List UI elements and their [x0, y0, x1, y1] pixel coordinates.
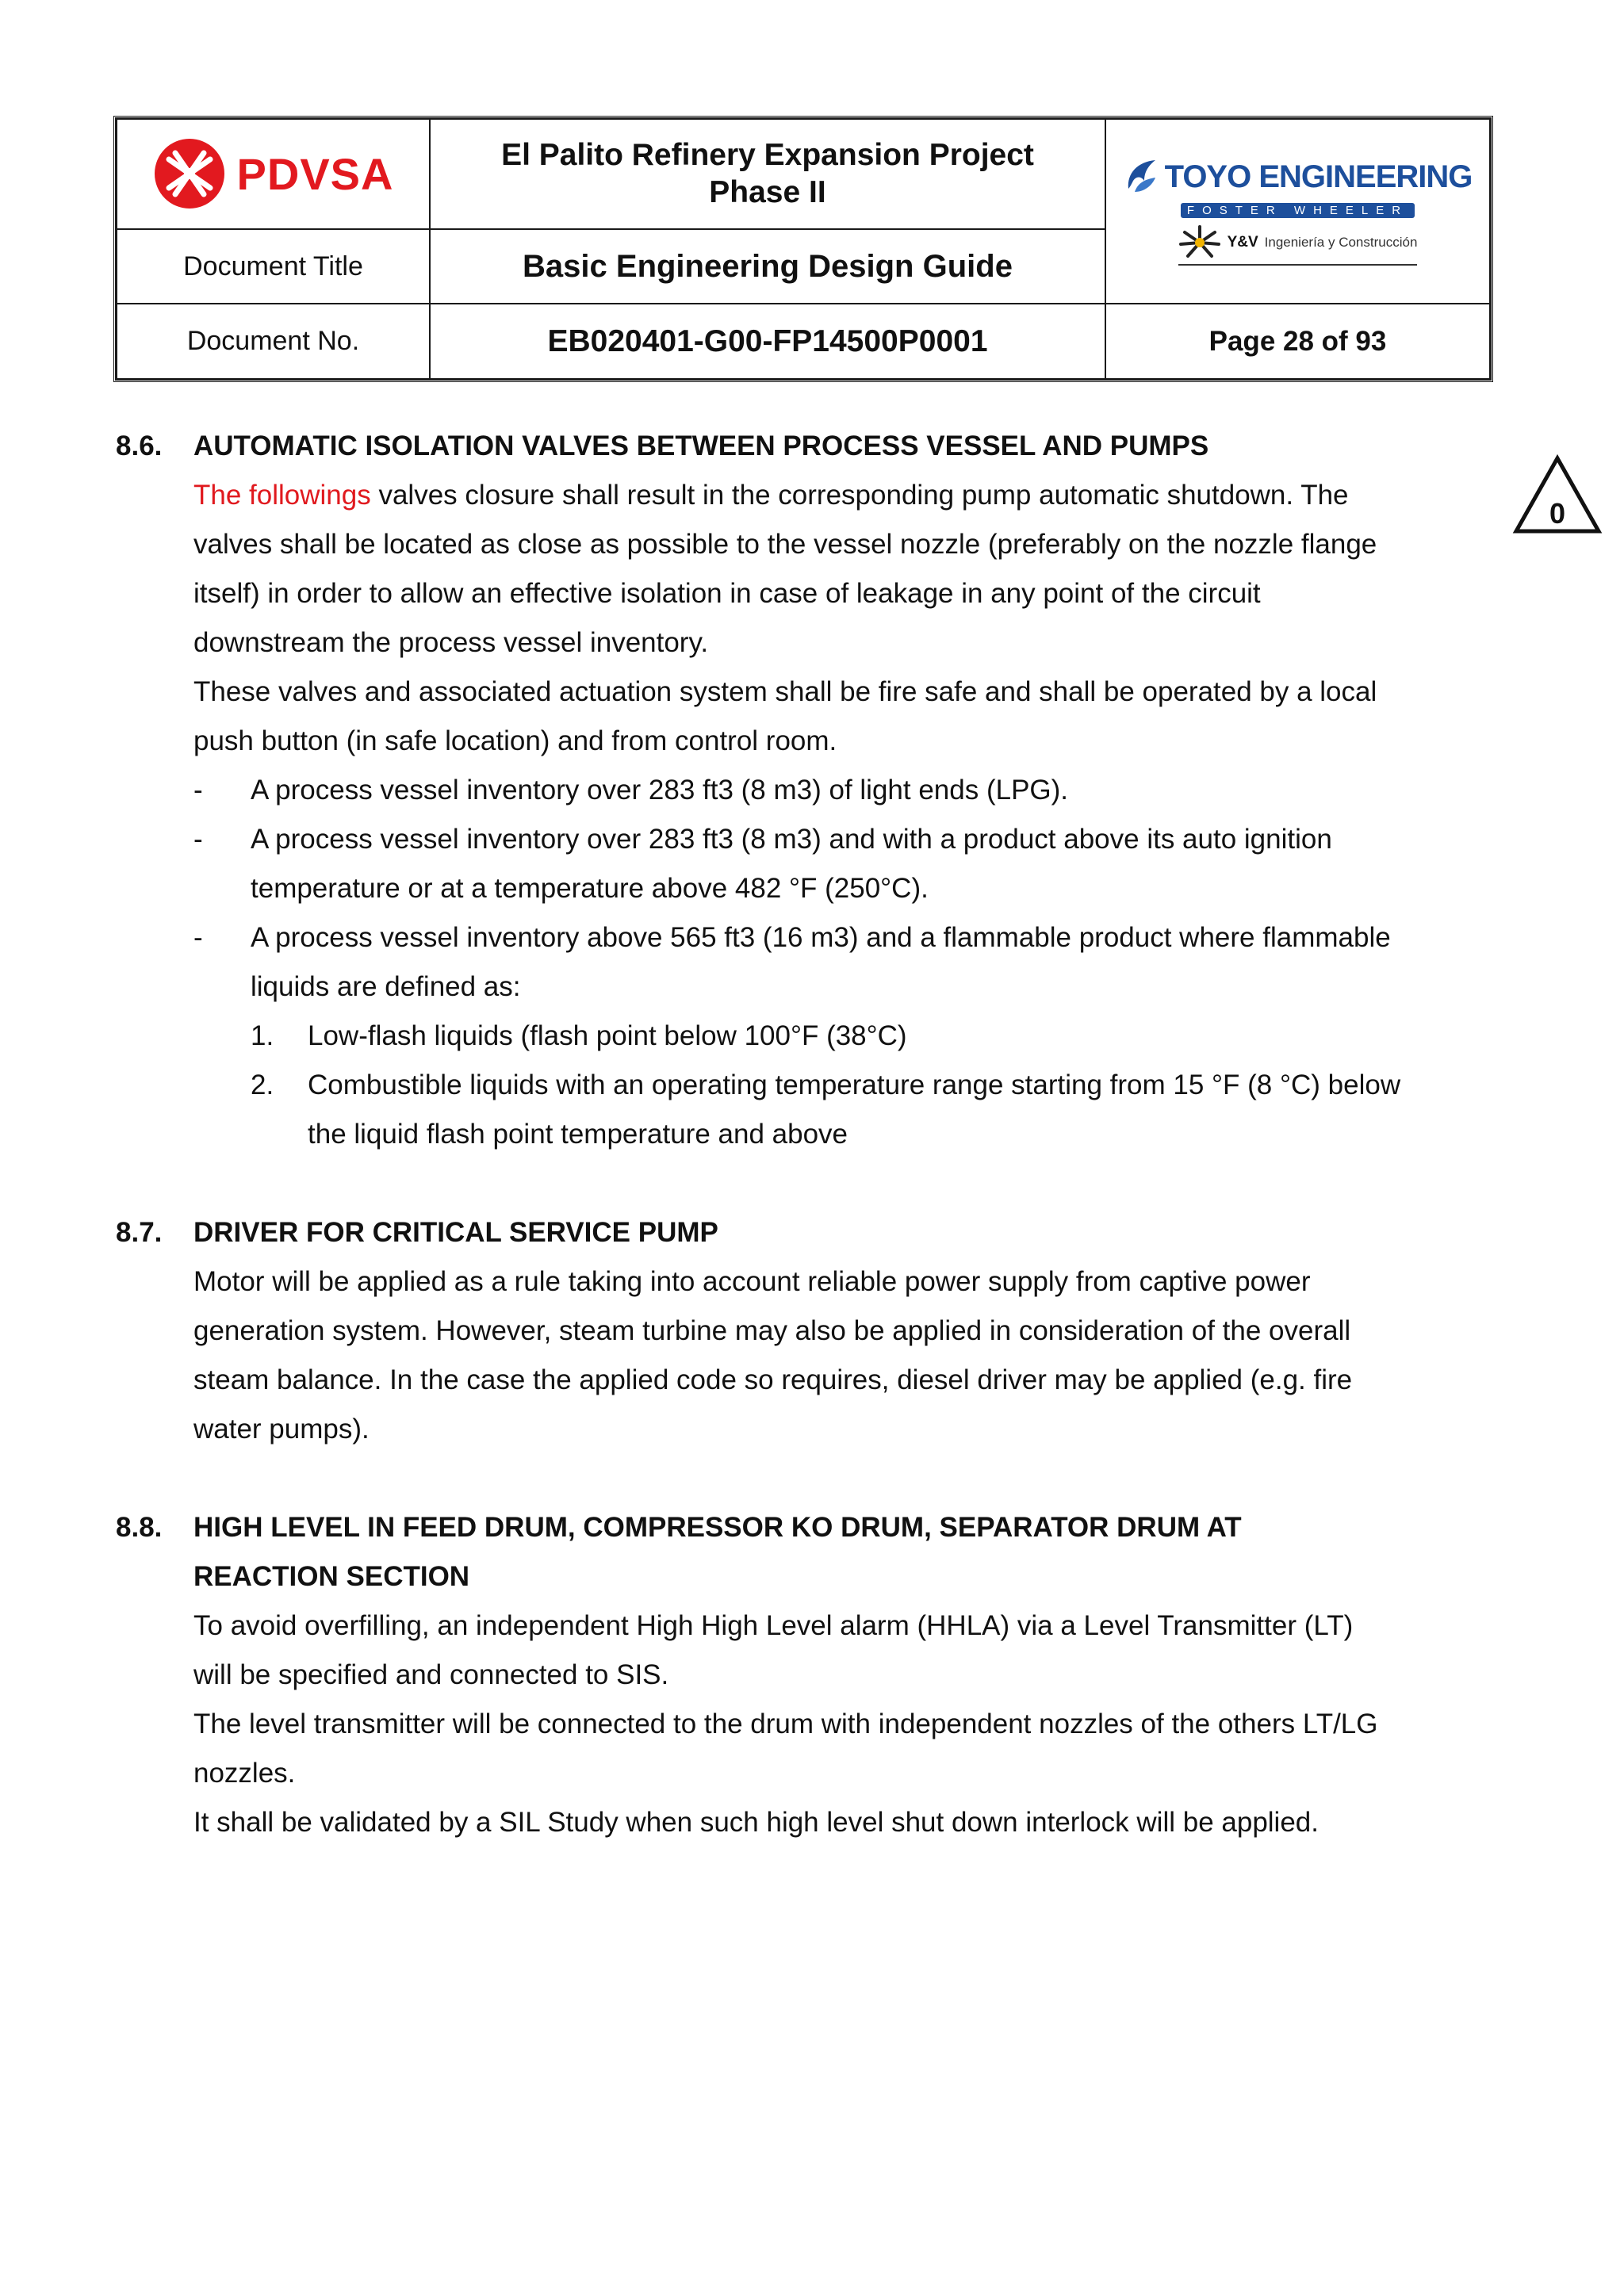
pdvsa-logo — [117, 137, 429, 210]
paragraph-line: itself) in order to allow an effective isolation in case of leakage in any point of the circuit — [193, 578, 1261, 609]
partner-logos-cell — [1105, 119, 1490, 304]
paragraph-line: generation system. However, steam turbine may also be applied in consideration of the overall — [193, 1315, 1351, 1346]
project-title-cell — [430, 119, 1105, 229]
bullet-dash: - — [193, 775, 203, 806]
doc-title-label: Document Title — [117, 229, 430, 304]
bullet-item: A process vessel inventory above 565 ft3 (16 m3) and a flammable product where flammable — [251, 922, 1391, 953]
toyo-wordmark: TOYO ENGINEERING — [1164, 159, 1473, 194]
foster-wheeler-logo — [1181, 203, 1415, 218]
numbered-item: Combustible liquids with an operating temperature range starting from 15 °F (8 °C) below — [308, 1070, 1401, 1100]
paragraph-line: will be specified and connected to SIS. — [193, 1659, 669, 1690]
yv-logo — [1178, 224, 1418, 266]
paragraph-line: To avoid overfilling, an independent High High Level alarm (HHLA) via a Level Transmitter (LT) — [193, 1610, 1354, 1641]
section-number: 8.7. — [116, 1217, 163, 1248]
header-table — [116, 118, 1491, 380]
revision-triangle-icon — [1511, 453, 1603, 536]
paragraph-line: water pumps). — [193, 1414, 370, 1445]
paragraph-line: The level transmitter will be connected to the drum with independent nozzles of the others LT/LG — [193, 1709, 1378, 1739]
section-number: 8.8. — [116, 1512, 163, 1543]
section-title: DRIVER FOR CRITICAL SERVICE PUMP — [193, 1217, 718, 1248]
bullet-item: A process vessel inventory over 283 ft3 (8 m3) and with a product above its auto ignition — [251, 824, 1332, 855]
bullet-item-continued: temperature or at a temperature above 482 °F (250°C). — [251, 873, 929, 904]
pdvsa-wordmark: PDVSA — [236, 148, 394, 199]
pdvsa-logo-cell — [117, 119, 430, 229]
bullet-item-continued: liquids are defined as: — [251, 971, 521, 1002]
project-title-line2: Phase II — [709, 175, 826, 210]
paragraph-line: downstream the process vessel inventory. — [193, 627, 709, 658]
revision-number: 0 — [1549, 497, 1566, 530]
bullet-item: A process vessel inventory over 283 ft3 (8 m3) of light ends (LPG). — [251, 775, 1069, 806]
document-header — [113, 116, 1493, 382]
paragraph-line — [193, 471, 1349, 520]
yv-wordmark: Y&V — [1227, 234, 1258, 251]
bullet-dash: - — [193, 922, 203, 953]
section-number: 8.6. — [116, 430, 163, 461]
paragraph-line: These valves and associated actuation system shall be fire safe and shall be operated by a local — [193, 676, 1377, 707]
paragraph-line: Motor will be applied as a rule taking into account reliable power supply from captive power — [193, 1266, 1311, 1297]
section-title-continued: REACTION SECTION — [193, 1561, 470, 1592]
paragraph-line: valves shall be located as close as possible to the vessel nozzle (preferably on the nozzle flange — [193, 529, 1377, 560]
toyo-mark-icon — [1124, 157, 1160, 197]
yv-subtitle: Ingeniería y Construcción — [1264, 235, 1418, 251]
red-highlight-text: The followings — [193, 480, 371, 511]
doc-title-value: Basic Engineering Design Guide — [430, 229, 1105, 304]
bullet-dash: - — [193, 824, 203, 855]
paragraph-line: steam balance. In the case the applied code so requires, diesel driver may be applied (e.g. fire — [193, 1364, 1353, 1395]
project-title-line1: El Palito Refinery Expansion Project — [501, 138, 1034, 173]
list-number: 1. — [251, 1020, 274, 1051]
list-number: 2. — [251, 1070, 274, 1100]
doc-no-label: Document No. — [117, 304, 430, 379]
numbered-item-continued: the liquid flash point temperature and above — [308, 1119, 848, 1150]
numbered-item: Low-flash liquids (flash point below 100°F (38°C) — [308, 1020, 907, 1051]
revision-marker — [1511, 453, 1603, 540]
doc-no-value: EB020401-G00-FP14500P0001 — [430, 304, 1105, 379]
paragraph-line: nozzles. — [193, 1758, 296, 1789]
foster-wheeler-wordmark: FOSTER WHEELER — [1181, 203, 1415, 218]
section-title: AUTOMATIC ISOLATION VALVES BETWEEN PROCESS VESSEL AND PUMPS — [193, 430, 1209, 461]
paragraph-text: valves closure shall result in the corresponding pump automatic shutdown. The — [370, 480, 1349, 511]
toyo-logo — [1124, 157, 1473, 197]
section-title: HIGH LEVEL IN FEED DRUM, COMPRESSOR KO DRUM, SEPARATOR DRUM AT — [193, 1512, 1242, 1543]
page-number: Page 28 of 93 — [1105, 304, 1490, 379]
pdvsa-sun-icon — [153, 137, 226, 210]
paragraph-line: push button (in safe location) and from control room. — [193, 725, 837, 756]
paragraph-line: It shall be validated by a SIL Study when such high level shut down interlock will be applied. — [193, 1807, 1319, 1838]
yv-sun-icon — [1178, 224, 1221, 261]
